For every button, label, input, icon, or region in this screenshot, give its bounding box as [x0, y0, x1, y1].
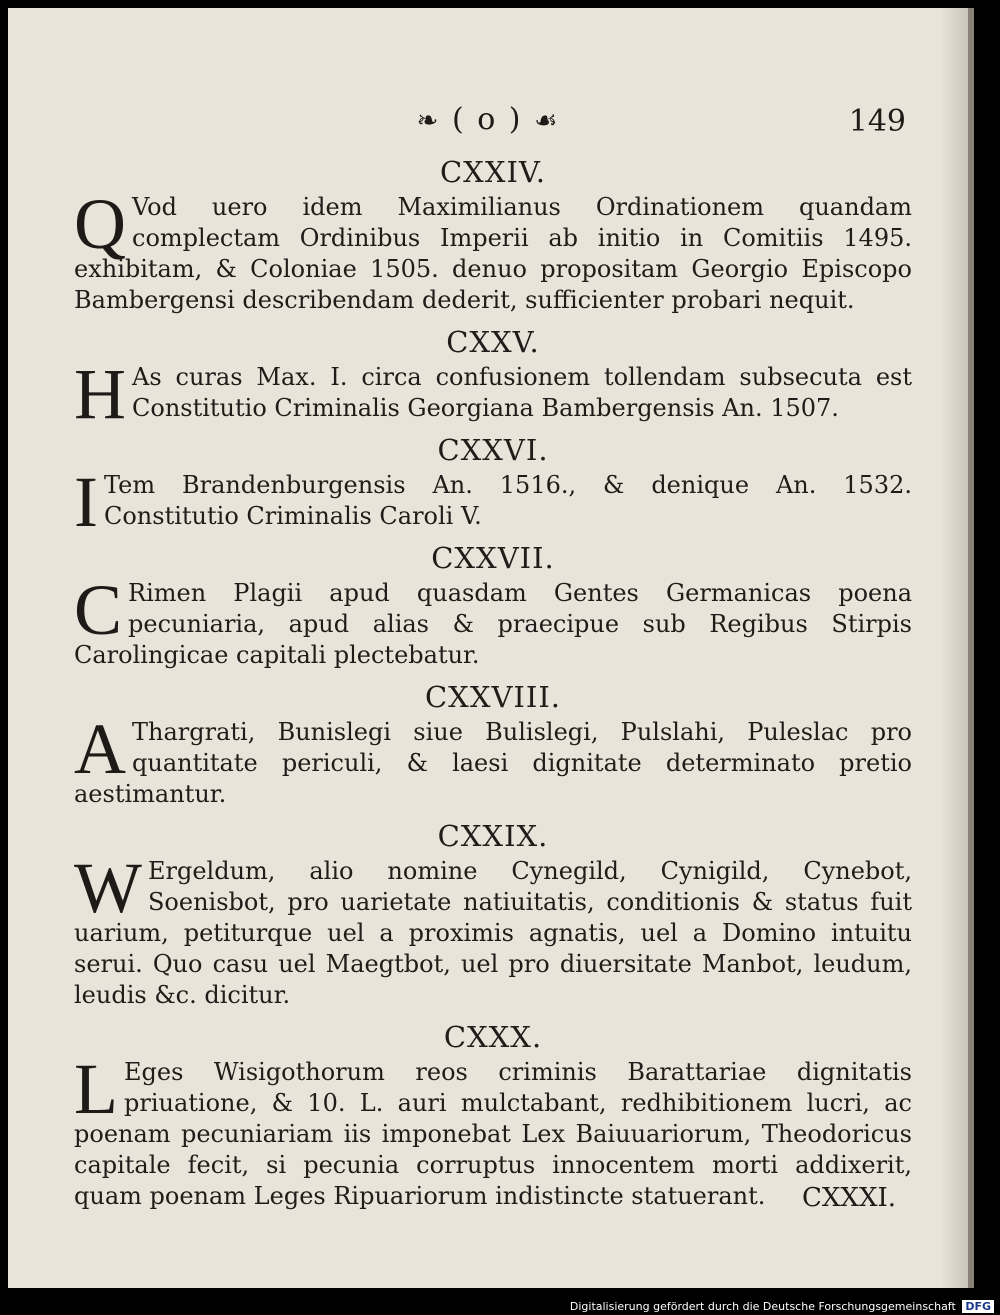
drop-cap: I — [74, 462, 98, 542]
paragraph-text: Eges Wisigothorum reos criminis Barattariae dignitatis priuatione, & 10. L. auri mulctabant, redhibitionem lucri, ac poenam pecuniariam iis imponebat Lex Baiuuariorum, Theodoricus capitale fecit, si pecunia corruptus innocentem morti addixerit, quam poenam Leges Ripuariorum indistincte statuerant. — [74, 1058, 912, 1210]
funding-footer — [570, 1300, 994, 1313]
book-page — [8, 8, 974, 1288]
section-heading: CXXX. — [443, 1020, 543, 1054]
catchword: CXXXI. — [802, 1183, 896, 1213]
section-paragraph — [74, 1049, 912, 1212]
footer-text: Digitalisierung gefördert durch die Deutsche Forschungsgemeinschaft — [569, 1300, 956, 1313]
section-paragraph — [74, 570, 912, 671]
drop-cap: W — [74, 848, 142, 928]
drop-cap: Q — [74, 184, 126, 264]
drop-cap: L — [74, 1049, 118, 1129]
section-paragraph — [74, 354, 912, 434]
section-heading: CXXVIII. — [424, 680, 561, 714]
section-paragraph — [74, 462, 912, 542]
page-content — [74, 146, 912, 1218]
section-heading: CXXVII. — [431, 541, 555, 575]
header-mark — [363, 102, 613, 137]
section-heading: CXXIX. — [437, 819, 549, 853]
paragraph-text: Tem Brandenburgensis An. 1516., & denique An. 1532. Constitutio Criminalis Caroli V. — [103, 471, 912, 530]
section-heading: CXXIV. — [439, 155, 547, 189]
page-number: 149 — [848, 104, 906, 139]
drop-cap: H — [74, 354, 126, 434]
drop-cap: C — [74, 570, 123, 650]
drop-cap: A — [74, 709, 126, 789]
paragraph-text: As curas Max. I. circa confusionem tollendam subsecuta est Constitutio Criminalis Georgiana Bambergensis An. 1507. — [132, 363, 912, 422]
paragraph-text: Thargrati, Bunislegi siue Bulislegi, Pulslahi, Puleslac pro quantitate periculi, & laesi dignitate determinato pretio aestimantur. — [74, 718, 912, 808]
section-paragraph — [74, 184, 912, 316]
paragraph-text: Rimen Plagii apud quasdam Gentes Germanicas poena pecuniaria, apud alias & praecipue sub Regibus Stirpis Carolingicae capitali plectebatur. — [74, 579, 912, 669]
section-heading: CXXVI. — [437, 433, 549, 467]
ornament-left-icon: ❧ — [416, 106, 441, 136]
header-center-mark: ( o ) — [451, 102, 523, 137]
paragraph-text: Vod uero idem Maximilianus Ordinationem quandam complectam Ordinibus Imperii ab initio in Comitiis 1495. exhibitam, & Coloniae 1505. denuo propositam Georgio Episcopo Bambergensi describendam dederit, sufficienter probari nequit. — [74, 193, 912, 314]
running-header — [8, 98, 968, 148]
paragraph-text: Ergeldum, alio nomine Cynegild, Cynigild, Cynebot, Soenisbot, pro uarietate natiuitatis, conditionis & status fuit uarium, petiturque uel a proximis agnatis, uel a Domino intuitu serui. Quo casu uel Maegtbot, uel pro diuersitate Manbot, leudum, leudis &c. dicitur. — [74, 857, 912, 1009]
ornament-right-icon: ☙ — [534, 106, 560, 136]
dfg-logo: DFG — [962, 1300, 994, 1313]
section-paragraph — [74, 709, 912, 810]
section-heading: CXXV. — [446, 325, 540, 359]
section-paragraph — [74, 848, 912, 1011]
